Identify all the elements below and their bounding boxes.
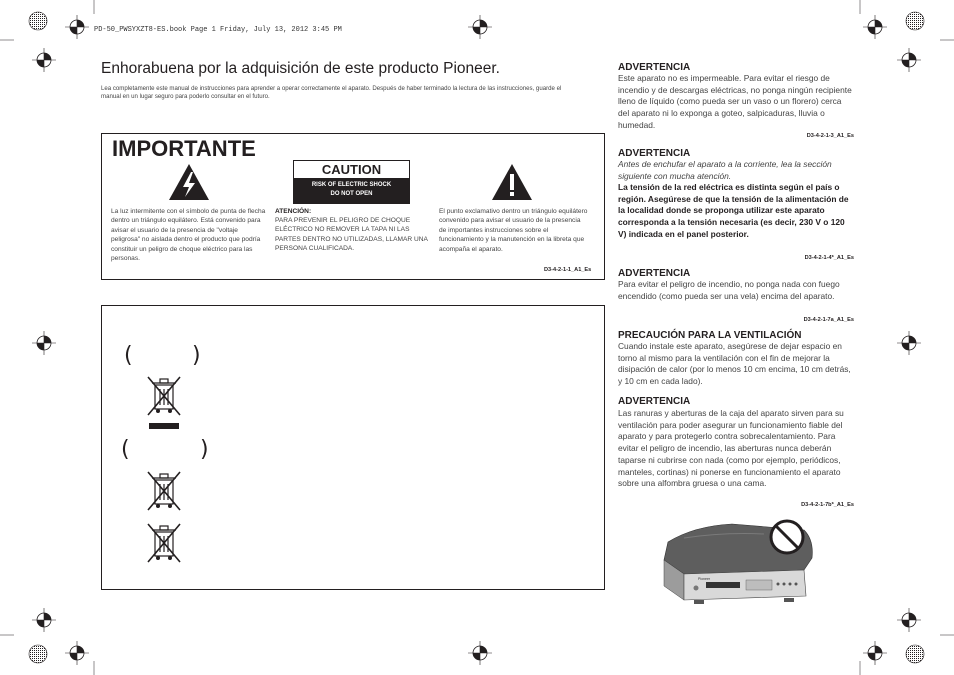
- registration-mark-icon: [468, 15, 492, 39]
- page-title: Enhorabuena por la adquisición de este producto Pioneer.: [101, 60, 500, 77]
- ventilacion-text: Cuando instale este aparato, asegúrese de dejar espacio en torno al mismo para la ventilación con el fin de mejorar la disipación de calor (por lo menos 10 cm encima, 10 cm detrás, y 10 cm en cada lado).: [618, 341, 851, 387]
- color-target-icon: [906, 12, 924, 30]
- registration-mark-icon: [863, 15, 887, 39]
- registration-mark-icon: [897, 608, 921, 632]
- crossed-bin-icon: [146, 470, 182, 514]
- registration-mark-icon: [32, 608, 56, 632]
- atencion-label: ATENCIÓN:: [275, 208, 312, 215]
- device-brand-label: Pioneer: [698, 577, 711, 581]
- advertencia-text-5: Las ranuras y aberturas de la caja del aparato sirven para su ventilación para poder asegurar un funcionamiento fiable del aparato y para protegerlo contra sobrecalentamiento. Para evitar el peligro de incendio, las aberturas nunca deberán taparse ni cubrirse con nada (como por ejemplo, periódicos, manteles, cortinas) ni ponerse en funcionamiento el aparato sobre una alfombra gruesa o una cama.: [618, 408, 844, 489]
- exclamation-description: El punto exclamativo dentro un triángulo equilátero convenido para avisar el usuario de la presencia de importantes instrucciones sobre el funcionamiento y la manutención en la libreta que acompaña el aparato.: [439, 208, 588, 253]
- advertencia-text-3: Para evitar el peligro de incendio, no ponga nada con fuego encendido (como pueda ser una vela) encima del aparato.: [618, 279, 840, 301]
- registration-mark-icon: [65, 15, 89, 39]
- importante-heading: IMPORTANTE: [112, 136, 256, 161]
- caution-open-line: DO NOT OPEN: [330, 191, 373, 197]
- advertencia-heading-5: ADVERTENCIA: [618, 396, 691, 407]
- advertencia-bold-2: La tensión de la red eléctrica es distinta según el país o región. Asegúrese de que la tensión de la alimentación de la localidad donde se proponga utilizar este aparato corresponda a la tensión necesaria (es decir, 230 V o 120 V) indicada en el panel posterior.: [618, 182, 849, 239]
- lightning-description: La luz intermitente con el símbolo de punta de flecha dentro un triángulo equilátero. Está convenido para avisar el usuario de la presencia de "voltaje peligrosa" no aislada dentro el producto que podría constituir un peligro de choque eléctrico para las personas.: [111, 208, 266, 263]
- caution-word: CAUTION: [294, 162, 409, 179]
- advertencia-code-3: D3-4-2-1-7a_A1_Es: [803, 317, 854, 323]
- exclamation-warning-icon: [491, 163, 533, 201]
- caution-label: [293, 160, 410, 204]
- registration-mark-icon: [863, 641, 887, 665]
- prohibited-icon: [767, 517, 807, 557]
- advertencia-code-2: D3-4-2-1-4*_A1_Es: [804, 255, 854, 261]
- ventilacion-heading: PRECAUCIÓN PARA LA VENTILACIÓN: [618, 330, 802, 341]
- registration-mark-icon: [32, 331, 56, 355]
- registration-mark-icon: [468, 641, 492, 665]
- advertencia-code-5: D3-4-2-1-7b*_A1_Es: [801, 502, 854, 508]
- registration-mark-icon: [897, 48, 921, 72]
- advertencia-text-1: Este aparato no es impermeable. Para evitar el riesgo de incendio y de descargas eléctricas, no ponga ningún recipiente lleno de líquido (como pueda ser un vaso o un florero) cerca del aparato ni lo exponga a goteo, salpicaduras, lluvia o humedad.: [618, 73, 852, 130]
- lightning-warning-icon: [168, 163, 210, 201]
- advertencia-heading-2: ADVERTENCIA: [618, 148, 691, 159]
- registration-mark-icon: [65, 641, 89, 665]
- caution-risk-line: RISK OF ELECTRIC SHOCK: [311, 182, 392, 188]
- book-header-line: PD-50_PWSYXZT8-ES.book Page 1 Friday, July 13, 2012 3:45 PM: [94, 26, 342, 34]
- advertencia-code-1: D3-4-2-1-3_A1_Es: [806, 133, 854, 139]
- advertencia-heading-1: ADVERTENCIA: [618, 62, 691, 73]
- advertencia-heading-3: ADVERTENCIA: [618, 268, 691, 279]
- color-target-icon: [906, 645, 924, 663]
- importante-code: D3-4-2-1-1_A1_Es: [544, 267, 592, 273]
- paren-open: (: [124, 343, 133, 368]
- crossed-bin-icon: [146, 375, 182, 431]
- registration-mark-icon: [897, 331, 921, 355]
- crossed-bin-icon: [146, 522, 182, 566]
- intro-paragraph: Lea completamente este manual de instrucciones para aprender a operar correctamente el aparato. Después de haber terminado la lectura de las instrucciones, guarde el manual en un lugar seguro para poderlo consultar en el futuro.: [101, 85, 562, 101]
- atencion-text: PARA PREVENIR EL PELIGRO DE CHOQUE ELÉCTRICO NO REMOVER LA TAPA NI LAS PARTES DENTRO NO UTILIZADAS, LLAMAR UNA PERSONA CUALIFICADA.: [275, 217, 428, 253]
- paren-close: ): [192, 343, 201, 368]
- color-target-icon: [29, 645, 47, 663]
- paren-close: ): [200, 437, 209, 462]
- advertencia-italic-2: Antes de enchufar el aparato a la corriente, lea la sección siguiente con mucha atención.: [618, 159, 832, 181]
- color-target-icon: [29, 12, 47, 30]
- paren-open: (: [121, 437, 130, 462]
- registration-mark-icon: [32, 48, 56, 72]
